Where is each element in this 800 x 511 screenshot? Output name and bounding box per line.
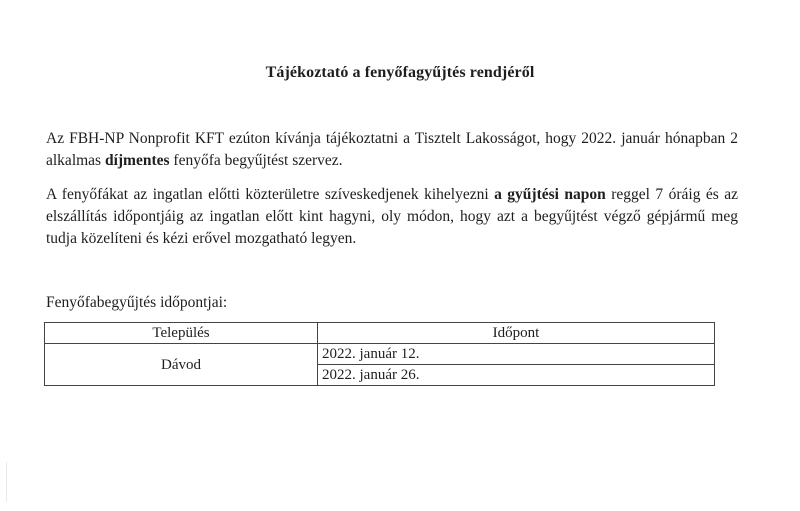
table-header-row (45, 323, 715, 344)
intro-bold-free: díjmentes (104, 152, 170, 169)
header-date: Időpont (318, 323, 715, 344)
intro-paragraph (46, 128, 738, 172)
scan-edge-mark (6, 462, 7, 502)
date-cell-2: 2022. január 26. (318, 365, 715, 386)
settlement-cell: Dávod (45, 344, 318, 386)
instructions-bold-collection-day: a gyűjtési napon (494, 186, 606, 203)
header-settlement: Település (45, 323, 318, 344)
instructions-text-end: reggel 7 óráig és az elszállítás időpontjáig az ingatlan előtt kint hagyni, oly módon, hogy azt a begyűjtést végző gépjármű meg tudja közelíteni és kézi erővel mozgatható legyen. (46, 186, 739, 247)
table-row (45, 344, 715, 365)
schedule-label: Fenyőfabegyűjtés időpontjai: (46, 294, 228, 311)
instructions-text-start: A fenyőfákat az ingatlan előtti közterületre szíveskedjenek kihelyezni (46, 186, 495, 203)
date-cell-1: 2022. január 12. (318, 344, 715, 365)
schedule-table (44, 322, 715, 386)
instructions-paragraph (46, 184, 738, 250)
intro-text-start: Az FBH-NP Nonprofit KFT ezúton kívánja tájékoztatni a Tisztelt Lakosságot, hogy 2022. január hónapban 2 alkalmas (46, 130, 738, 169)
intro-text-end: fenyőfa begyűjtést szervez. (169, 152, 343, 169)
document-title: Tájékoztató a fenyőfagyűjtés rendjéről (265, 64, 535, 81)
